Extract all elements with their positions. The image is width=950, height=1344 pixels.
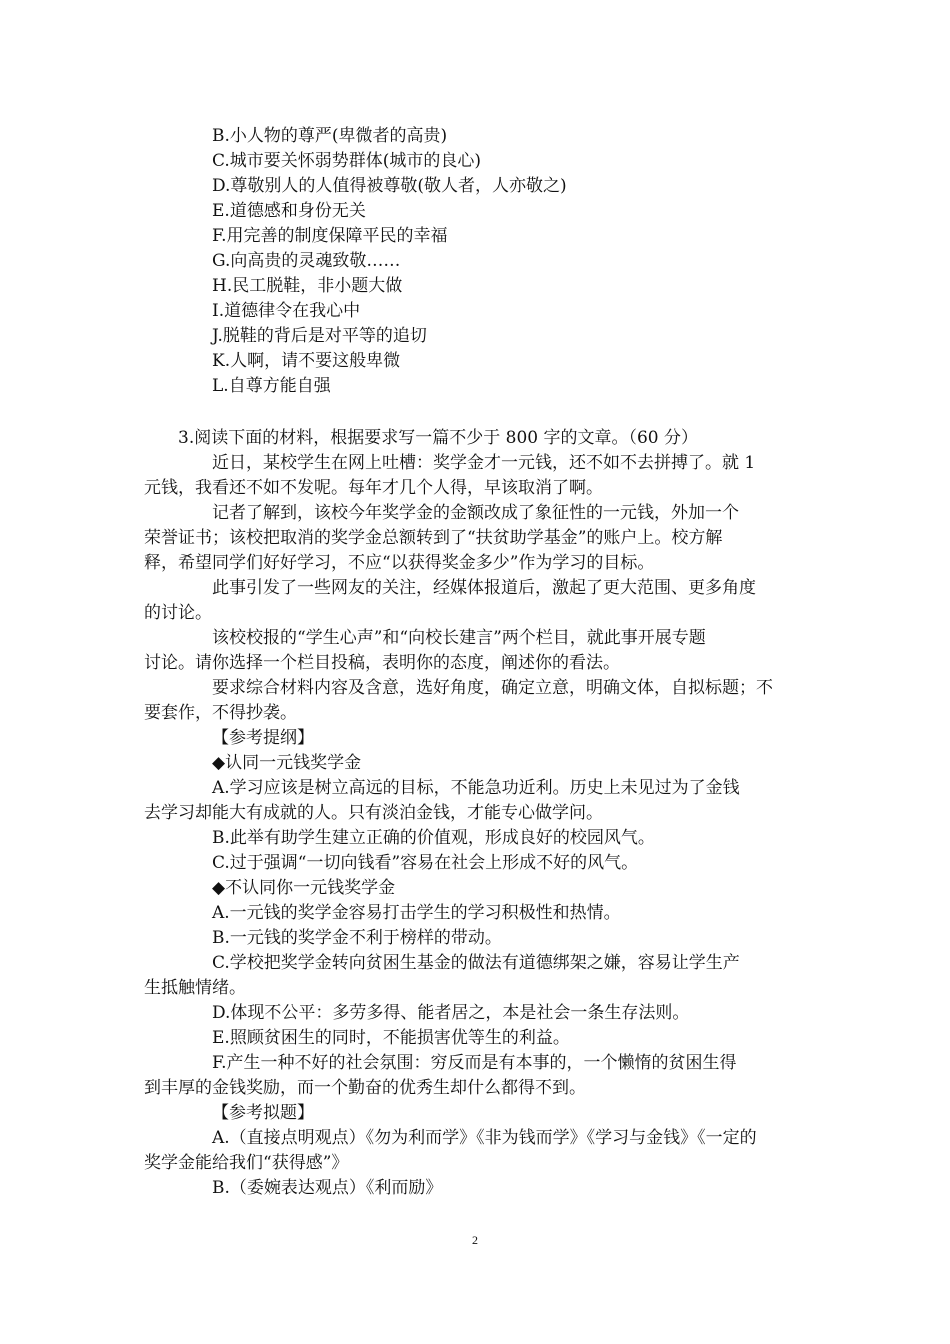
list-item-d: D.尊敬别人的人值得被尊敬(敬人者，人亦敬之) <box>212 176 567 196</box>
material-line: 近日，某校学生在网上吐槽：奖学金才一元钱，还不如不去拼搏了。就 1 <box>212 453 756 473</box>
material-line: 的讨论。 <box>144 603 212 623</box>
material-line: 荣誉证书；该校把取消的奖学金总额转到了“扶贫助学基金”的账户上。校方解 <box>144 528 723 548</box>
outline-line: A.一元钱的奖学金容易打击学生的学习积极性和热情。 <box>212 903 621 923</box>
title-line: A.（直接点明观点）《勿为利而学》《非为钱而学》《学习与金钱》《一定的 <box>212 1128 757 1148</box>
outline-line: 到丰厚的金钱奖励，而一个勤奋的优秀生却什么都得不到。 <box>144 1078 586 1098</box>
requirement-line: 要套作，不得抄袭。 <box>144 703 297 723</box>
material-line: 记者了解到，该校今年奖学金的金额改成了象征性的一元钱，外加一个 <box>212 503 739 523</box>
outline-line: B.此举有助学生建立正确的价值观，形成良好的校园风气。 <box>212 828 655 848</box>
outline-line: E.照顾贫困生的同时，不能损害优等生的利益。 <box>212 1028 570 1048</box>
list-item-c: C.城市要关怀弱势群体(城市的良心) <box>212 151 482 171</box>
list-item-b: B.小人物的尊严(卑微者的高贵) <box>212 126 448 146</box>
list-item-f: F.用完善的制度保障平民的幸福 <box>212 226 448 246</box>
disagree-heading: ◆不认同你一元钱奖学金 <box>212 878 396 898</box>
requirement-line: 要求综合材料内容及含意，选好角度，确定立意，明确文体，自拟标题；不 <box>212 678 773 698</box>
outline-line: D.体现不公平：多劳多得、能者居之，本是社会一条生存法则。 <box>212 1003 690 1023</box>
material-line: 释，希望同学们好好学习，不应“以获得奖金多少”作为学习的目标。 <box>144 553 655 573</box>
outline-line: B.一元钱的奖学金不利于榜样的带动。 <box>212 928 502 948</box>
material-line: 此事引发了一些网友的关注，经媒体报道后，激起了更大范围、更多角度 <box>212 578 756 598</box>
outline-line: 生抵触情绪。 <box>144 978 246 998</box>
outline-heading: 【参考提纲】 <box>212 728 314 748</box>
list-item-k: K.人啊，请不要这般卑微 <box>212 351 401 371</box>
list-item-e: E.道德感和身份无关 <box>212 201 366 221</box>
outline-line: A.学习应该是树立高远的目标，不能急功近利。历史上未见过为了金钱 <box>212 778 740 798</box>
question-3-header: 3.阅读下面的材料，根据要求写一篇不少于 800 字的文章。（60 分） <box>178 428 699 448</box>
title-line: 奖学金能给我们“获得感”》 <box>144 1153 349 1173</box>
outline-line: C.过于强调“一切向钱看”容易在社会上形成不好的风气。 <box>212 853 639 873</box>
list-item-j: J.脱鞋的背后是对平等的追切 <box>212 326 427 346</box>
outline-line: F.产生一种不好的社会氛围：穷反而是有本事的，一个懒惰的贫困生得 <box>212 1053 737 1073</box>
title-line: B.（委婉表达观点）《利而励》 <box>212 1178 443 1198</box>
outline-line: C.学校把奖学金转向贫困生基金的做法有道德绑架之嫌，容易让学生产 <box>212 953 740 973</box>
list-item-h: H.民工脱鞋，非小题大做 <box>212 276 403 296</box>
agree-heading: ◆认同一元钱奖学金 <box>212 753 362 773</box>
list-item-i: I.道德律令在我心中 <box>212 301 361 321</box>
material-line: 该校校报的“学生心声”和“向校长建言”两个栏目，就此事开展专题 <box>212 628 706 648</box>
title-heading: 【参考拟题】 <box>212 1103 314 1123</box>
outline-line: 去学习却能大有成就的人。只有淡泊金钱，才能专心做学问。 <box>144 803 603 823</box>
list-item-l: L.自尊方能自强 <box>212 376 331 396</box>
material-line: 讨论。请你选择一个栏目投稿，表明你的态度，阐述你的看法。 <box>144 653 620 673</box>
list-item-g: G.向高贵的灵魂致敬…… <box>212 251 401 271</box>
page-number: 2 <box>472 1233 478 1247</box>
material-line: 元钱，我看还不如不发呢。每年才几个人得，早该取消了啊。 <box>144 478 603 498</box>
